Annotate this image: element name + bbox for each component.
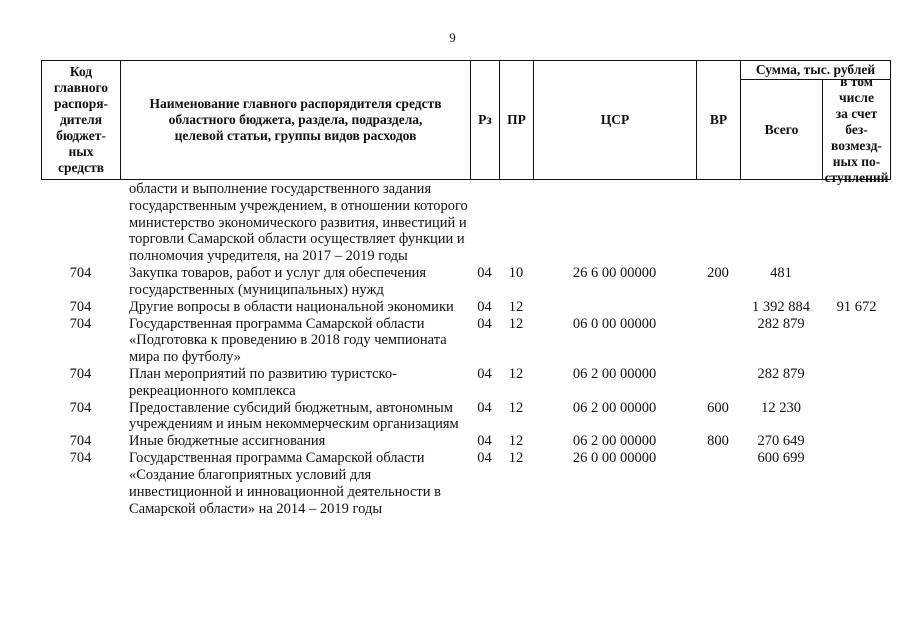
cell-total: 282 879 [757,315,805,332]
cell-total: 481 [770,264,792,281]
cell-code: 704 [69,365,92,382]
cell-total: 270 649 [757,433,805,450]
cell-code: 704 [69,450,92,467]
cell-total: 282 879 [757,365,805,382]
cell-total: 12 230 [761,399,801,416]
header-sum: Сумма, тыс. рублей [741,61,890,80]
cell-pr: 12 [508,298,524,315]
cell-name: Предоставление субсидий бюджетным, автономным учреждениям и иным некоммерческим организациям [129,399,459,433]
header-name: Наименование главного распорядителя средств областного бюджета, раздела, подраздела, целевой статьи, группы видов расходов [121,61,471,179]
cell-rz: 04 [477,365,492,382]
cell-vr: 800 [707,433,729,450]
header-csr: ЦСР [534,61,697,179]
table-row [41,265,891,299]
header-vr: ВР [697,61,741,179]
cell-code: 704 [69,399,92,416]
cell-code: 704 [69,264,92,281]
cell-rz: 04 [477,315,492,332]
table-row [41,433,891,450]
cell-name: Другие вопросы в области национальной экономики [129,298,454,315]
cell-rz: 04 [477,450,492,467]
cell-rz: 04 [477,433,492,450]
cell-vr: 600 [707,399,729,416]
cell-total: 600 699 [757,450,805,467]
cell-code: 704 [69,433,92,450]
cell-pr: 10 [508,264,524,281]
table-body [41,181,891,517]
cell-csr: 06 0 00 00000 [572,315,657,332]
header-rz: Рз [471,61,500,179]
cell-vr: 200 [707,264,729,281]
header-total: Всего [741,80,823,179]
header-incl: в том числе за счет без- возмезд- ных по- ступлений [824,73,889,185]
table-row [41,316,891,366]
cell-pr: 12 [508,365,524,382]
cell-name: Государственная программа Самарской области «Создание благоприятных условий для инвестиционной и инновационной деятельности в Самарской области» на 2014 – 2019 годы [129,450,441,517]
cell-name: План мероприятий по развитию туристско-рекреационного комплекса [129,365,397,399]
header-code: Код главного распоря- дителя бюджет- ных средств [42,61,121,179]
cell-rz: 04 [477,298,492,315]
cell-pr: 12 [508,450,524,467]
cell-csr: 26 0 00 00000 [572,450,657,467]
header-pr: ПР [500,61,534,179]
cell-csr: 06 2 00 00000 [572,433,657,450]
cell-code: 704 [69,315,92,332]
table-row [41,366,891,400]
cell-csr: 26 6 00 00000 [572,264,657,281]
cell-pr: 12 [508,433,524,450]
table-header [41,60,891,185]
cell-name: Государственная программа Самарской области «Подготовка к проведению в 2018 году чемпионата мира по футболу» [129,315,447,366]
cell-pr: 12 [508,315,524,332]
table-row [41,400,891,434]
cell-name: области и выполнение государственного задания государственным учреждением, в отношении которого министерство экономического развития, инвестиций и торговли Самарской области осуществляет функции и полномочия учредителя, на 2017 – 2019 годы [129,181,468,265]
cell-name: Закупка товаров, работ и услуг для обеспечения государственных (муниципальных) нужд [129,264,427,298]
cell-total: 1 392 884 [752,298,810,315]
cell-rz: 04 [477,399,492,416]
cell-pr: 12 [508,399,524,416]
table-row [41,450,891,517]
cell-rz: 04 [477,264,492,281]
page-number: 9 [449,30,456,45]
cell-code: 704 [69,298,92,315]
cell-csr: 06 2 00 00000 [572,399,657,416]
cell-incl: 91 672 [836,298,877,315]
header-sum-group [741,61,890,185]
cell-csr: 06 2 00 00000 [572,365,657,382]
table-row [41,181,891,265]
cell-name: Иные бюджетные ассигнования [129,433,326,450]
table-row [41,299,891,316]
